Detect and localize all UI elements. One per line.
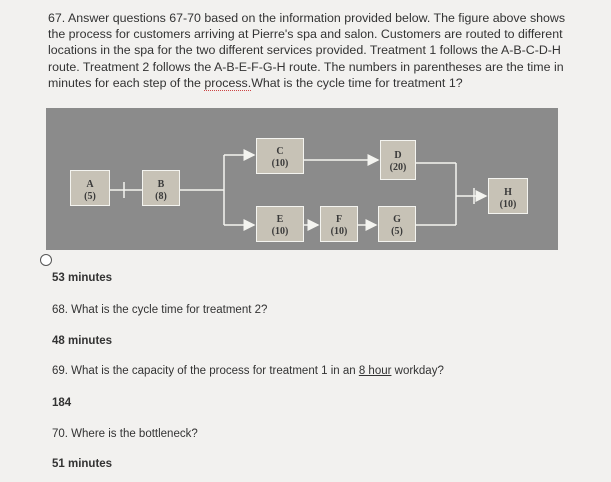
step-box-b — [142, 170, 180, 206]
question-69 — [52, 365, 444, 377]
question-68: 68. What is the cycle time for treatment 2? — [52, 304, 268, 316]
step-time: (5) — [84, 191, 96, 202]
step-letter: E — [276, 214, 284, 225]
step-time: (10) — [271, 226, 289, 237]
answer-radio-button[interactable] — [40, 254, 52, 266]
step-time: (8) — [155, 191, 167, 202]
answer-67: 53 minutes — [52, 272, 113, 284]
step-time: (5) — [391, 226, 403, 237]
step-letter: F — [335, 214, 343, 225]
question-70: 70. Where is the bottleneck? — [52, 428, 198, 440]
step-box-d — [380, 140, 416, 180]
step-box-e — [256, 206, 304, 242]
step-box-c — [256, 138, 304, 174]
step-letter: A — [86, 179, 94, 190]
step-box-a — [70, 170, 110, 206]
step-time: (10) — [330, 226, 348, 237]
step-letter: G — [393, 214, 401, 225]
intro-underlined-word: process. — [204, 75, 252, 90]
intro-part1: 67. Answer questions 67-70 based on the information provided below. The figure above shows the process for customers arriving at Pierre's spa and salon. Customers are routed to different locations in the spa for the two different services provided. Treatment 1 follows the A-B-C-D-H route. Treatment 2 follows the A-B-E-F-G-H route. The numbers in parentheses are the time in minutes for each step of the — [48, 11, 566, 90]
question-67-text — [48, 10, 568, 91]
step-box-h — [488, 178, 528, 214]
question-69-part2: workday? — [391, 365, 444, 377]
step-time: (20) — [389, 162, 407, 173]
step-box-g — [378, 206, 416, 242]
question-69-part1: 69. What is the capacity of the process for treatment 1 in an — [52, 365, 359, 377]
step-time: (10) — [499, 199, 517, 210]
answer-69: 184 — [52, 397, 72, 409]
step-letter: B — [157, 179, 165, 190]
step-letter: D — [394, 150, 402, 161]
step-time: (10) — [271, 158, 289, 169]
step-letter: C — [276, 146, 284, 157]
answer-68: 48 minutes — [52, 335, 113, 347]
step-letter: H — [504, 187, 512, 198]
step-box-f — [320, 206, 358, 242]
answer-70: 51 minutes — [52, 458, 113, 470]
intro-part2: What is the cycle time for treatment 1? — [251, 75, 463, 90]
question-69-underlined: 8 hour — [358, 365, 392, 377]
process-flow-diagram — [46, 108, 558, 250]
